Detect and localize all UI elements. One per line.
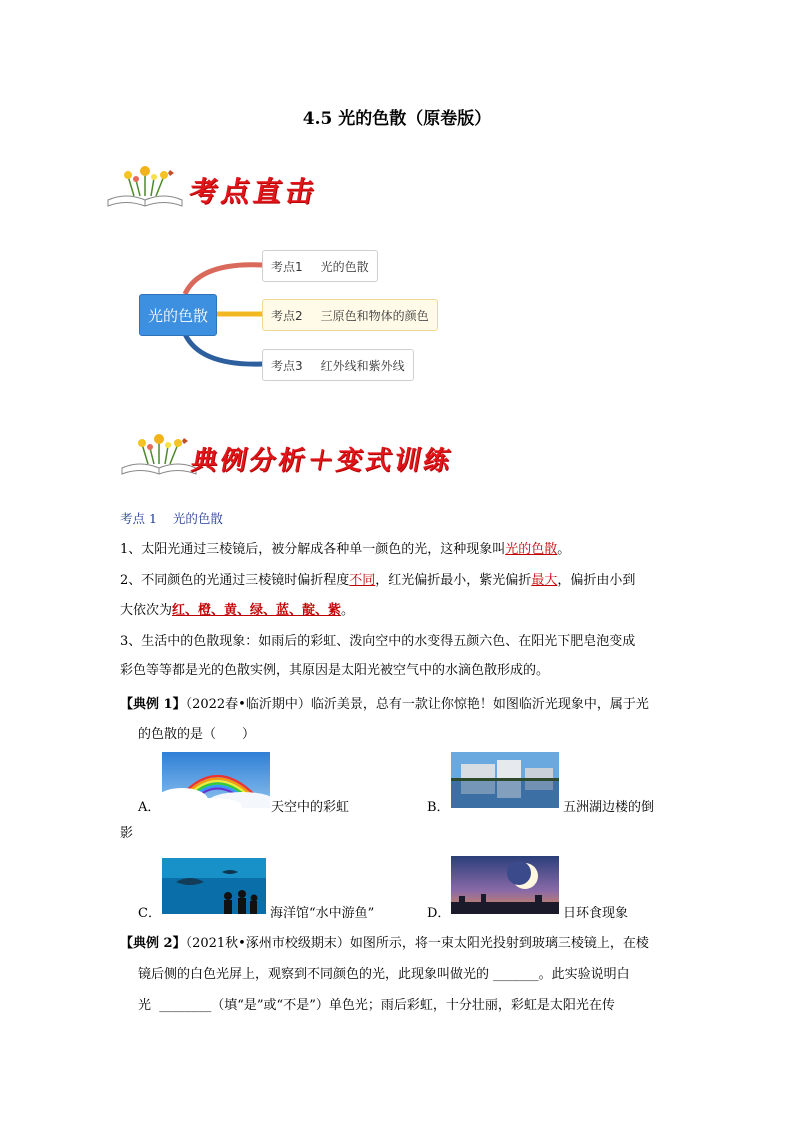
- source: （2021秋•涿州市校级期末）: [185, 936, 350, 951]
- mindmap-node-1: [262, 250, 378, 282]
- paragraph-3-line2: 彩色等等都是光的色散实例，其原因是太阳光被空气中的水滴色散形成的。: [120, 663, 550, 678]
- mindmap-node-3: [262, 349, 414, 381]
- book-flowers-icon: [118, 432, 200, 478]
- eclipse-photo: [451, 856, 559, 914]
- option-b-text: 五洲湖边楼的倒: [563, 800, 655, 815]
- key-term: 不同: [349, 573, 376, 588]
- key-term: 最大: [531, 573, 558, 588]
- option-c-letter: C．: [138, 906, 161, 921]
- page-title: 4.5 光的色散（原卷版）: [302, 109, 492, 129]
- example1-question-cont: 的色散的是（ ）: [138, 727, 256, 742]
- option-a-text: 天空中的彩虹: [271, 800, 350, 815]
- text: ，偏折由小到: [557, 573, 636, 588]
- mindmap-node-2: [262, 299, 438, 331]
- option-a-letter: A．: [138, 800, 161, 815]
- color-order: 红、橙、黄、绿、蓝、靛、紫: [172, 603, 342, 618]
- node-number: 考点1: [271, 259, 303, 274]
- option-b-letter: B．: [427, 800, 450, 815]
- question-text: 如图所示，将一束太阳光投射到玻璃三棱镜上，在棱: [349, 936, 649, 951]
- aquarium-photo: [162, 858, 266, 914]
- node-label: 三原色和物体的颜色: [320, 308, 429, 323]
- node-label: 红外线和紫外线: [320, 358, 405, 373]
- option-b-wrap: 影: [120, 826, 134, 841]
- section-heading: 考点 1 光的色散: [120, 511, 223, 526]
- section-banner-kaodian: 考点直击: [186, 175, 321, 208]
- question-text: 临沂美景，总有一款让你惊艳！如图临沂光现象中，属于光: [310, 697, 649, 712]
- paragraph-2: [120, 571, 680, 591]
- text: ，红光偏折最小，紫光偏折: [375, 573, 532, 588]
- section-banner-dianli: 典例分析＋变式训练: [188, 446, 456, 476]
- example-tag: 【典例 1】: [120, 697, 186, 712]
- key-term: 光的色散: [505, 542, 558, 557]
- paragraph-1: [120, 540, 680, 560]
- node-label: 光的色散: [320, 259, 369, 274]
- rainbow-photo: [162, 752, 270, 808]
- example2-line1: [120, 934, 700, 954]
- book-flowers-icon: [104, 164, 186, 210]
- text: 1、太阳光通过三棱镜后，被分解成各种单一颜色的光，这种现象叫: [120, 542, 506, 557]
- paragraph-3-line1: 3、生活中的色散现象：如雨后的彩虹、泼向空中的水变得五颜六色、在阳光下肥皂泡变成: [120, 634, 636, 649]
- text: 。: [341, 603, 355, 618]
- text: 。: [557, 542, 571, 557]
- example-tag: 【典例 2】: [120, 936, 186, 951]
- text: 2、不同颜色的光通过三棱镜时偏折程度: [120, 573, 350, 588]
- example2-line2: 镜后侧的白色光屏上，观察到不同颜色的光，此现象叫做光的 _______。此实验说明白: [138, 967, 630, 982]
- node-number: 考点2: [271, 308, 303, 323]
- text: 大依次为: [120, 603, 173, 618]
- source: （2022春•临沂期中）: [185, 697, 311, 712]
- option-c-text: 海洋馆“水中游鱼”: [270, 906, 375, 921]
- example2-line3: 光 ________（填“是”或“不是”）单色光；雨后彩虹，十分壮丽，彩虹是太阳光在传: [138, 998, 615, 1013]
- option-d-text: 日环食现象: [563, 906, 629, 921]
- mindmap-center: 光的色散: [139, 294, 217, 336]
- lake-building-photo: [451, 752, 559, 808]
- paragraph-2-cont: [120, 601, 680, 621]
- node-number: 考点3: [271, 358, 303, 373]
- option-d-letter: D．: [427, 906, 451, 921]
- example1-question: [120, 695, 700, 715]
